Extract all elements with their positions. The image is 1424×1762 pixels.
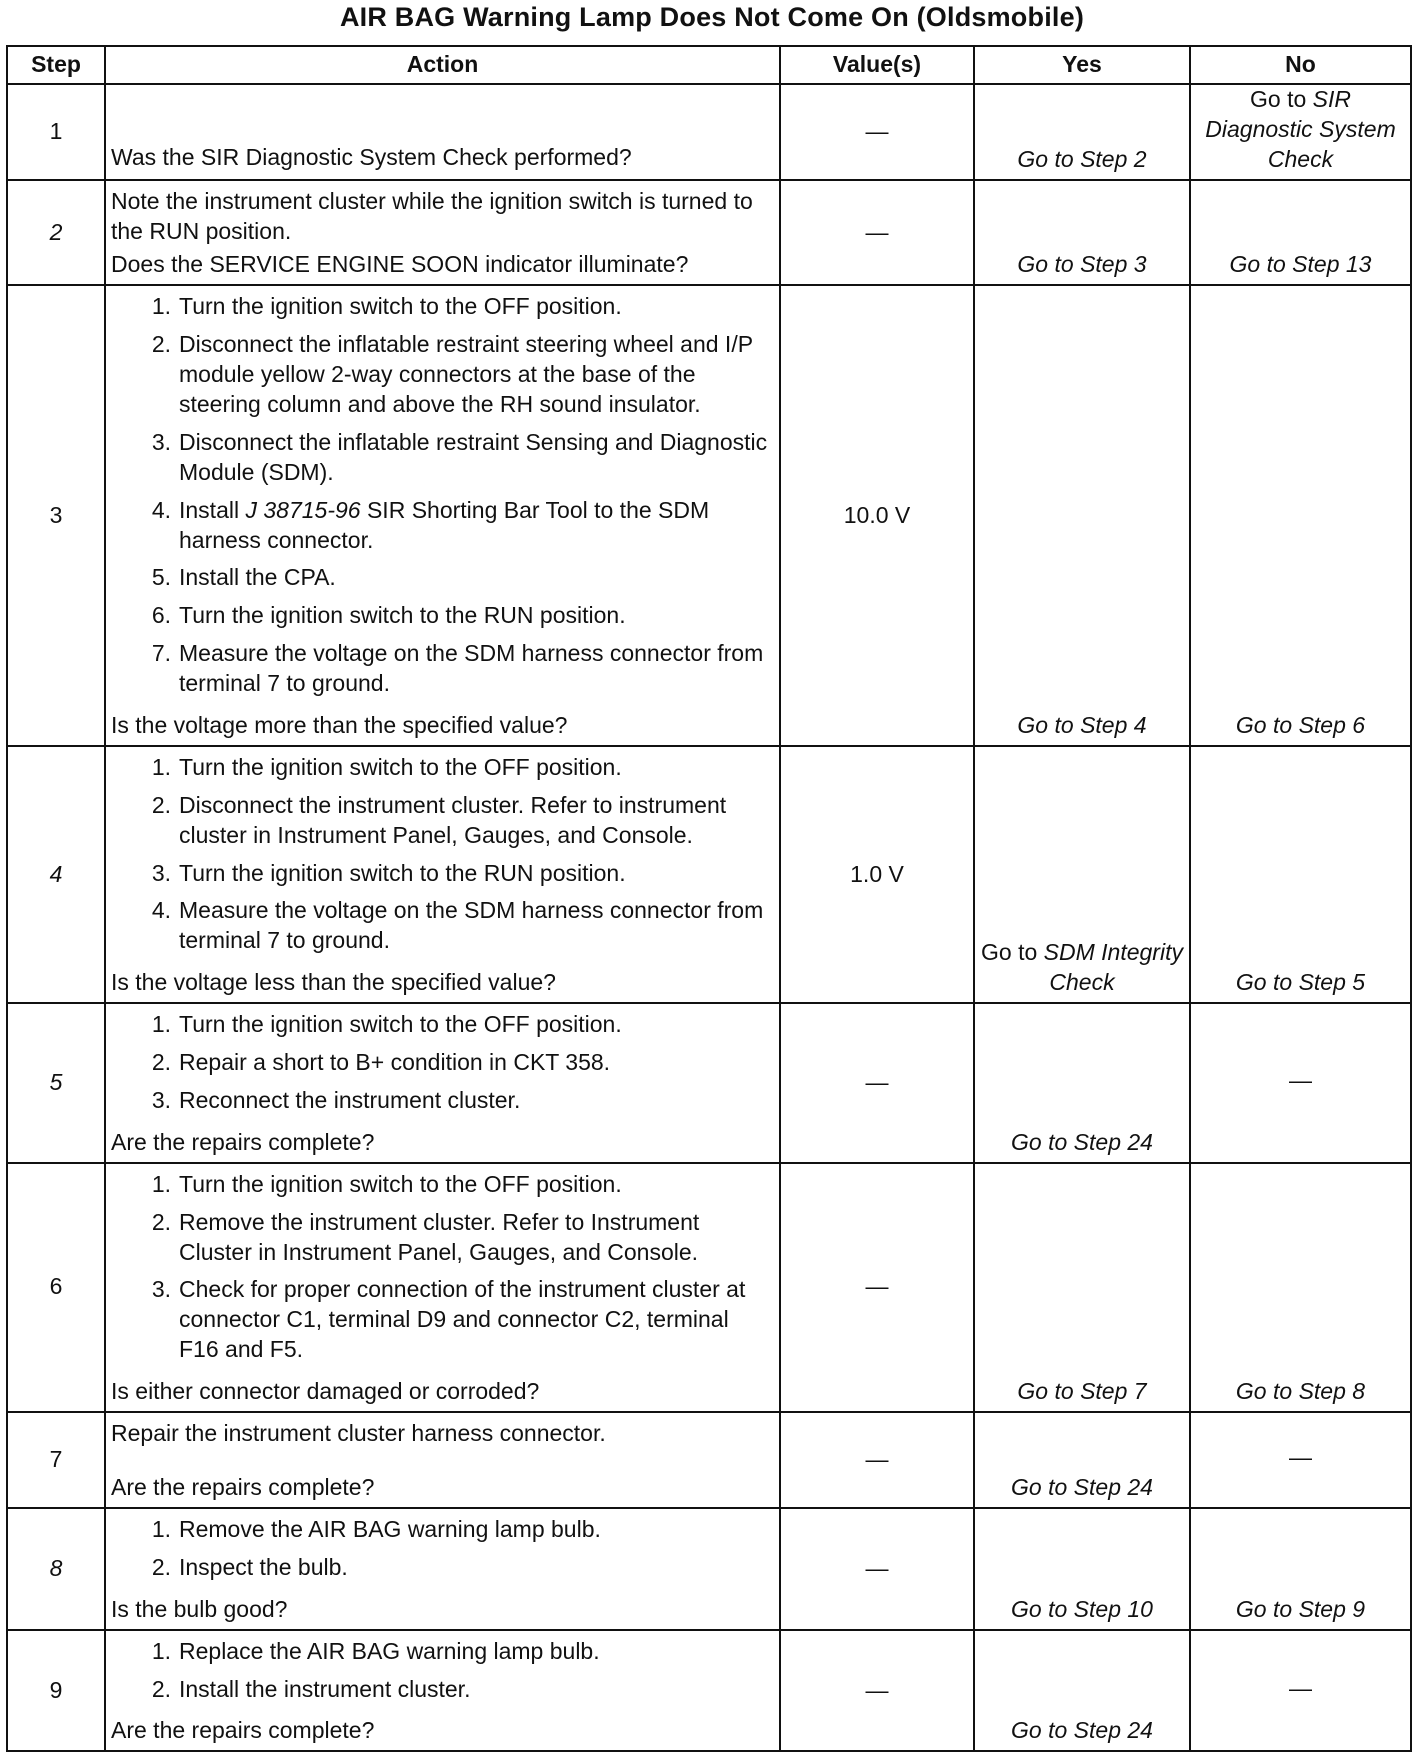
step-index: 3. (151, 428, 171, 455)
header-yes: Yes (974, 46, 1190, 84)
yes-cell: Go to Step 4 (974, 285, 1190, 746)
action-content (111, 91, 773, 173)
step-text: Remove the AIR BAG warning lamp bulb. (179, 1515, 601, 1542)
action-step (111, 1086, 773, 1116)
yes-prefix: Go to (981, 939, 1038, 966)
no-cell: Go to Step 6 (1190, 285, 1411, 746)
action-question: Are the repairs complete? (111, 1717, 375, 1744)
step-number: 1 (7, 84, 105, 180)
value-cell: — (780, 1163, 974, 1412)
step-number: 8 (7, 1508, 105, 1630)
no-cell: Go to Step 8 (1190, 1163, 1411, 1412)
action-question: Are the repairs complete? (111, 1474, 375, 1501)
yes-cell: Go to Step 7 (974, 1163, 1190, 1412)
step-index: 3. (151, 1276, 171, 1303)
action-step (111, 859, 773, 889)
action-cell (105, 1630, 780, 1752)
step-text: Disconnect the instrument cluster. Refer to instrument cluster in Instrument Panel, Gauges, and Console. (179, 791, 727, 848)
yes-cell: Go to Step 24 (974, 1003, 1190, 1163)
no-cell: — (1190, 1630, 1411, 1752)
yes-cell: Go to Step 24 (974, 1412, 1190, 1508)
value-cell: 10.0 V (780, 285, 974, 746)
step-number: 7 (7, 1412, 105, 1508)
action-step (111, 1637, 773, 1667)
diagnostic-table (6, 45, 1412, 1752)
table-row (7, 746, 1411, 1003)
action-step (111, 428, 773, 488)
step-text: Reconnect the instrument cluster. (179, 1086, 521, 1113)
table-row (7, 1163, 1411, 1412)
step-number: 9 (7, 1630, 105, 1752)
step-index: 4. (151, 897, 171, 924)
table-row (7, 180, 1411, 286)
action-step (111, 563, 773, 593)
step-text: Turn the ignition switch to the OFF position. (179, 293, 622, 320)
value-cell: — (780, 1630, 974, 1752)
action-step (111, 1553, 773, 1583)
step-index: 1. (151, 1637, 171, 1664)
step-index: 6. (151, 602, 171, 629)
yes-target: SDM Integrity Check (1043, 939, 1183, 996)
step-index: 2. (151, 1675, 171, 1702)
step-text: Turn the ignition switch to the RUN position. (179, 859, 626, 886)
step-text: Disconnect the inflatable restraint steering wheel and I/P module yellow 2-way connectors at the base of the steering column and above the RH sound insulator. (179, 331, 753, 418)
step-text: Disconnect the inflatable restraint Sensing and Diagnostic Module (SDM). (179, 428, 768, 485)
no-cell (1190, 84, 1411, 180)
action-question: Are the repairs complete? (111, 1128, 375, 1155)
action-question: Does the SERVICE ENGINE SOON indicator illuminate? (111, 251, 689, 278)
action-step (111, 601, 773, 631)
step-text: Measure the voltage on the SDM harness connector from terminal 7 to ground. (179, 897, 764, 954)
value-cell: 1.0 V (780, 746, 974, 1003)
step-text: Measure the voltage on the SDM harness connector from terminal 7 to ground. (179, 640, 764, 697)
step-text: Replace the AIR BAG warning lamp bulb. (179, 1637, 600, 1664)
no-cell: Go to Step 13 (1190, 180, 1411, 286)
action-step (111, 1515, 773, 1545)
action-step (111, 330, 773, 420)
action-content (111, 1010, 773, 1158)
step-text (179, 496, 773, 556)
action-content (111, 753, 773, 998)
step-number: 6 (7, 1163, 105, 1412)
yes-cell: Go to Step 3 (974, 180, 1190, 286)
action-cell (105, 1412, 780, 1508)
action-steps (111, 1170, 773, 1373)
action-content (111, 292, 773, 741)
value-cell: — (780, 1508, 974, 1630)
step-index: 2. (151, 791, 171, 818)
action-cell (105, 84, 780, 180)
action-cell (105, 285, 780, 746)
action-content (111, 187, 773, 281)
action-step (111, 791, 773, 851)
step-index: 1. (151, 1170, 171, 1197)
action-content (111, 1515, 773, 1625)
step-number: 5 (7, 1003, 105, 1163)
action-step (111, 1675, 773, 1705)
action-intro: Note the instrument cluster while the ignition switch is turned to the RUN position. (111, 187, 753, 244)
header-step: Step (7, 46, 105, 84)
step-number: 2 (7, 180, 105, 286)
step-text: Install the CPA. (179, 564, 336, 591)
step-index: 1. (151, 1515, 171, 1542)
yes-cell (974, 746, 1190, 1003)
action-step (111, 753, 773, 783)
step-number: 3 (7, 285, 105, 746)
action-cell (105, 1508, 780, 1630)
step-text: Turn the ignition switch to the OFF position. (179, 1011, 622, 1038)
header-no: No (1190, 46, 1411, 84)
no-cell: — (1190, 1412, 1411, 1508)
action-cell (105, 1163, 780, 1412)
table-row (7, 1412, 1411, 1508)
tool-number: J 38715-96 (245, 496, 361, 523)
step-text: Turn the ignition switch to the OFF position. (179, 753, 622, 780)
step-text-pre: Install (179, 496, 240, 523)
step-index: 1. (151, 293, 171, 320)
step-number: 4 (7, 746, 105, 1003)
action-step (111, 1048, 773, 1078)
no-cell: — (1190, 1003, 1411, 1163)
no-cell: Go to Step 9 (1190, 1508, 1411, 1630)
header-values: Value(s) (780, 46, 974, 84)
action-steps (111, 1010, 773, 1124)
yes-cell: Go to Step 2 (974, 84, 1190, 180)
yes-cell: Go to Step 10 (974, 1508, 1190, 1630)
action-cell (105, 180, 780, 286)
action-question: Is the bulb good? (111, 1595, 288, 1622)
spacer (111, 91, 773, 139)
step-index: 2. (151, 331, 171, 358)
step-text-post: SIR Shorting Bar Tool to the SDM harness connector. (179, 496, 710, 553)
no-target: SIR Diagnostic System Check (1205, 86, 1396, 172)
action-cell (105, 746, 780, 1003)
action-cell (105, 1003, 780, 1163)
value-cell: — (780, 180, 974, 286)
action-question: Is either connector damaged or corroded? (111, 1378, 540, 1405)
action-question: Is the voltage more than the specified value? (111, 712, 568, 739)
table-row (7, 1630, 1411, 1752)
header-row (7, 46, 1411, 84)
action-steps (111, 1515, 773, 1591)
action-content (111, 1637, 773, 1747)
step-text: Inspect the bulb. (179, 1553, 348, 1580)
action-step (111, 1275, 773, 1365)
action-step (111, 496, 773, 556)
table-row (7, 1003, 1411, 1163)
step-index: 2. (151, 1049, 171, 1076)
action-step (111, 1208, 773, 1268)
action-step (111, 1010, 773, 1040)
step-index: 2. (151, 1553, 171, 1580)
step-index: 3. (151, 1086, 171, 1113)
action-steps (111, 1637, 773, 1713)
value-cell: — (780, 1003, 974, 1163)
no-prefix: Go to (1250, 86, 1307, 112)
step-index: 3. (151, 859, 171, 886)
header-action: Action (105, 46, 780, 84)
step-text: Install the instrument cluster. (179, 1675, 471, 1702)
table-row (7, 84, 1411, 180)
action-question: Is the voltage less than the specified value? (111, 969, 556, 996)
action-intro: Repair the instrument cluster harness connector. (111, 1419, 606, 1446)
step-index: 5. (151, 564, 171, 591)
action-step (111, 896, 773, 956)
action-step (111, 292, 773, 322)
step-index: 4. (151, 496, 171, 523)
action-steps (111, 292, 773, 707)
no-cell: Go to Step 5 (1190, 746, 1411, 1003)
step-text: Remove the instrument cluster. Refer to Instrument Cluster in Instrument Panel, Gauges, and Console. (179, 1208, 700, 1265)
step-index: 1. (151, 753, 171, 780)
step-text: Turn the ignition switch to the RUN position. (179, 602, 626, 629)
action-step (111, 639, 773, 699)
spacer (111, 1449, 773, 1469)
action-steps (111, 753, 773, 964)
action-step (111, 1170, 773, 1200)
value-cell: — (780, 1412, 974, 1508)
step-index: 7. (151, 640, 171, 667)
yes-cell: Go to Step 24 (974, 1630, 1190, 1752)
table-row (7, 1508, 1411, 1630)
action-question: Was the SIR Diagnostic System Check performed? (111, 144, 632, 171)
step-text: Turn the ignition switch to the OFF position. (179, 1170, 622, 1197)
action-content (111, 1170, 773, 1407)
step-index: 1. (151, 1011, 171, 1038)
value-cell: — (780, 84, 974, 180)
action-content (111, 1419, 773, 1503)
table-row (7, 285, 1411, 746)
step-text: Check for proper connection of the instrument cluster at connector C1, terminal D9 and connector C2, terminal F16 and F5. (179, 1276, 746, 1363)
step-text: Repair a short to B+ condition in CKT 358. (179, 1049, 611, 1076)
document-title: AIR BAG Warning Lamp Does Not Come On (Oldsmobile) (339, 2, 1085, 32)
step-index: 2. (151, 1208, 171, 1235)
